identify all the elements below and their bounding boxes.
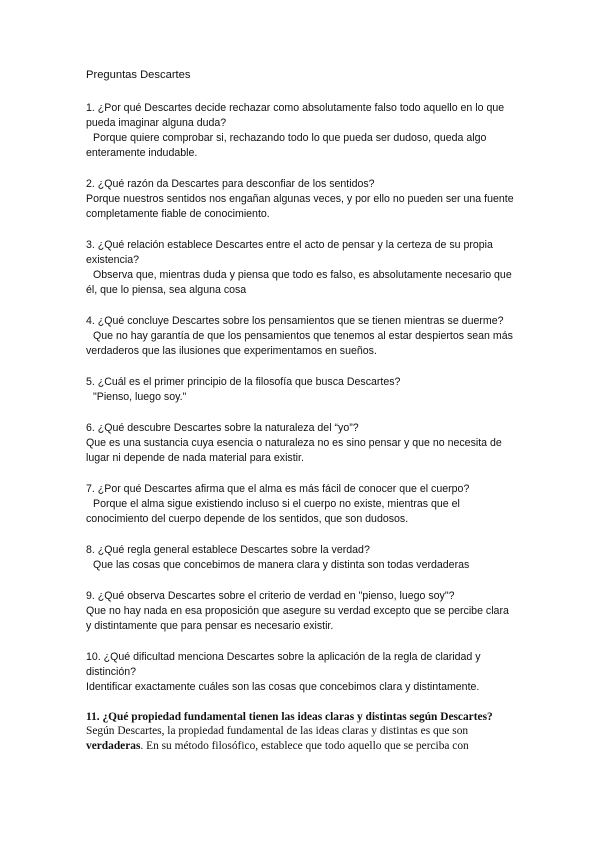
question-block-8 bbox=[86, 543, 516, 573]
answer-text: Que es una sustancia cuya esencia o naturaleza no es sino pensar y que no necesita de lugar ni depende de nada material para existir. bbox=[86, 437, 502, 464]
answer-text-part2: . En su método filosófico, establece que todo aquello que se perciba con bbox=[140, 740, 469, 752]
question-block-10 bbox=[86, 650, 516, 695]
question-text: 2. ¿Qué razón da Descartes para desconfiar de los sentidos? bbox=[86, 178, 375, 190]
question-text: 3. ¿Qué relación establece Descartes entre el acto de pensar y la certeza de su propia existencia? bbox=[86, 239, 493, 266]
question-text: 6. ¿Qué descubre Descartes sobre la naturaleza del “yo”? bbox=[86, 422, 359, 434]
question-text: 11. ¿Qué propiedad fundamental tienen las ideas claras y distintas según Descartes? bbox=[86, 711, 493, 723]
question-block-2 bbox=[86, 177, 516, 222]
question-block-5 bbox=[86, 375, 516, 405]
answer-text-bold: verdaderas bbox=[86, 740, 141, 752]
answer-text bbox=[86, 724, 516, 754]
question-block-1 bbox=[86, 101, 516, 161]
question-text: 5. ¿Cuál es el primer principio de la filosofía que busca Descartes? bbox=[86, 376, 401, 388]
answer-text: Que no hay nada en esa proposición que asegure su verdad excepto que se percibe clara y distintamente que para pensar es necesario existir. bbox=[86, 605, 509, 632]
document-page bbox=[86, 68, 516, 770]
question-text: 8. ¿Qué regla general establece Descartes sobre la verdad? bbox=[86, 544, 370, 556]
question-text: 7. ¿Por qué Descartes afirma que el alma es más fácil de conocer que el cuerpo? bbox=[86, 483, 470, 495]
question-text: 1. ¿Por qué Descartes decide rechazar como absolutamente falso todo aquello en lo que pueda imaginar alguna duda? bbox=[86, 102, 505, 129]
question-text: 9. ¿Qué observa Descartes sobre el criterio de verdad en "pienso, luego soy"? bbox=[86, 590, 455, 602]
answer-text: Porque nuestros sentidos nos engañan algunas veces, y por ello no pueden ser una fuente completamente fiable de conocimiento. bbox=[86, 193, 514, 220]
question-block-11 bbox=[86, 711, 516, 754]
answer-text: Identificar exactamente cuáles son las cosas que concebimos clara y distintamente. bbox=[86, 681, 480, 693]
question-block-6 bbox=[86, 421, 516, 466]
answer-text: Porque el alma sigue existiendo incluso si el cuerpo no existe, mientras que el conocimiento del cuerpo depende de los sentidos, que son dudosos. bbox=[86, 498, 460, 525]
question-block-9 bbox=[86, 589, 516, 634]
answer-text: Que las cosas que concebimos de manera clara y distinta son todas verdaderas bbox=[93, 559, 470, 571]
question-block-3 bbox=[86, 238, 516, 298]
answer-text: Que no hay garantía de que los pensamientos que tenemos al estar despiertos sean más verdaderos que las ilusiones que experimentamos en sueños. bbox=[86, 330, 513, 357]
answer-text-part1: Según Descartes, la propiedad fundamental de las ideas claras y distintas es que son bbox=[86, 725, 469, 737]
question-text: 10. ¿Qué dificultad menciona Descartes sobre la aplicación de la regla de claridad y distinción? bbox=[86, 651, 481, 678]
question-block-7 bbox=[86, 482, 516, 527]
answer-text: Porque quiere comprobar si, rechazando todo lo que pueda ser dudoso, queda algo enteramente indudable. bbox=[86, 132, 487, 159]
answer-text: Observa que, mientras duda y piensa que todo es falso, es absolutamente necesario que él, que lo piensa, sea alguna cosa bbox=[86, 269, 512, 296]
question-block-4 bbox=[86, 314, 516, 359]
answer-text: "Pienso, luego soy." bbox=[93, 391, 187, 403]
question-text: 4. ¿Qué concluye Descartes sobre los pensamientos que se tienen mientras se duerme? bbox=[86, 315, 504, 327]
document-title: Preguntas Descartes bbox=[86, 69, 191, 81]
